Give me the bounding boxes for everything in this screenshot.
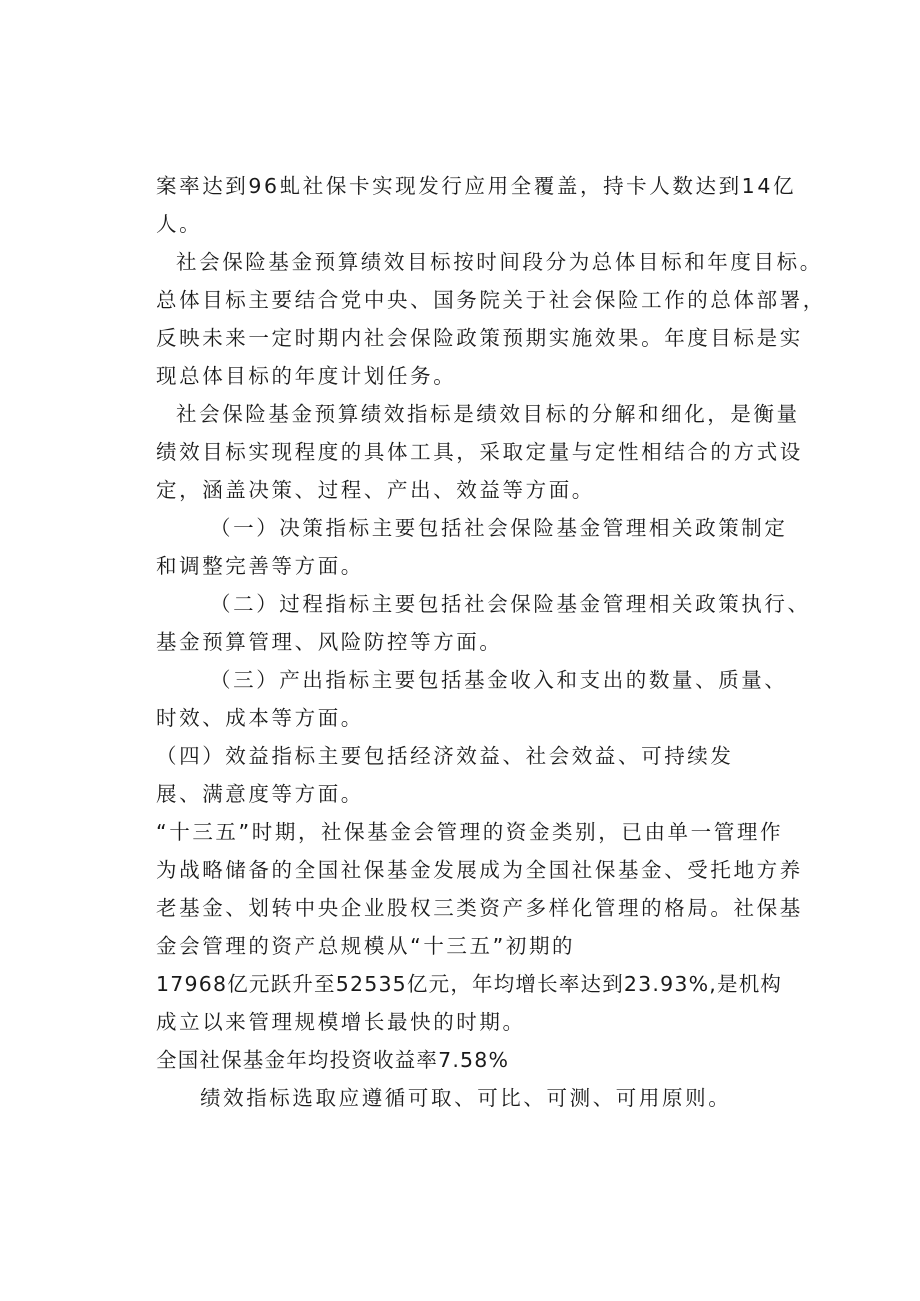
text-line-25: 绩效指标选取应遵循可取、可比、可测、可用原则。 (200, 1086, 732, 1110)
text-line-7: 社会保险基金预算绩效指标是绩效目标的分解和细化，是衡量 (176, 402, 800, 426)
text-line-19: 为战略储备的全国社保基金发展成为全国社保基金、受托地方养 (156, 858, 803, 882)
text-line-15: 时效、成本等方面。 (156, 706, 364, 730)
text-line-9: 定，涵盖决策、过程、产出、效益等方面。 (156, 478, 595, 502)
text-line-8: 绩效目标实现程度的具体工具，采取定量与定性相结合的方式设 (156, 440, 803, 464)
text-line-17: 展、满意度等方面。 (156, 782, 364, 806)
text-line-12: （二）过程指标主要包括社会保险基金管理相关政策执行、 (210, 592, 811, 616)
text-line-14: （三）产出指标主要包括基金收入和支出的数量、质量、 (210, 668, 788, 692)
text-line-23: 成立以来管理规模增长最快的时期。 (156, 1010, 526, 1034)
text-line-1: 案率达到96虬社保卡实现发行应用全覆盖，持卡人数达到14亿 (156, 174, 797, 198)
text-line-20: 老基金、划转中央企业股权三类资产多样化管理的格局。社保基 (156, 896, 803, 920)
text-line-18: “十三五”时期，社保基金会管理的资金类别，已由单一管理作 (156, 820, 784, 844)
text-line-13: 基金预算管理、风险防控等方面。 (156, 630, 503, 654)
text-line-22: 17968亿元跃升至52535亿元，年均增长率达到23.93%,是机构 (156, 972, 783, 996)
text-line-21: 金会管理的资产总规模从“十三五”初期的 (156, 934, 576, 958)
text-line-10: （一）决策指标主要包括社会保险基金管理相关政策制定 (210, 516, 788, 540)
text-line-11: 和调整完善等方面。 (156, 554, 364, 578)
text-line-6: 现总体目标的年度计划任务。 (156, 364, 457, 388)
text-line-4: 总体目标主要结合党中央、国务院关于社会保险工作的总体部署， (156, 288, 826, 312)
text-line-16: （四）效益指标主要包括经济效益、社会效益、可持续发 (156, 744, 734, 768)
text-line-3: 社会保险基金预算绩效目标按时间段分为总体目标和年度目标。 (176, 250, 823, 274)
text-line-24: 全国社保基金年均投资收益率7.58% (156, 1048, 510, 1072)
text-line-5: 反映未来一定时期内社会保险政策预期实施效果。年度目标是实 (156, 326, 803, 350)
text-line-2: 人。 (156, 212, 203, 236)
